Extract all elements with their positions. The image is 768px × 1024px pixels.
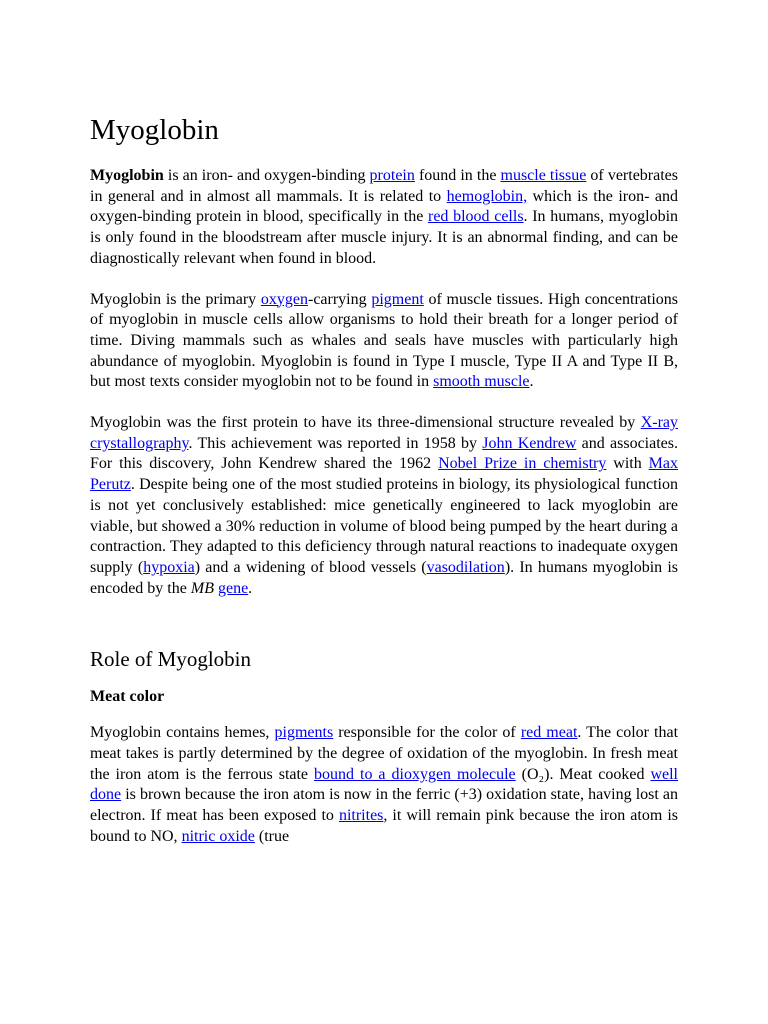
link-gene[interactable]: gene — [217, 579, 249, 597]
text: with — [606, 455, 649, 473]
link-bound-to-dioxygen[interactable]: bound to a dioxygen molecule — [314, 765, 516, 783]
text: ) and a widening of blood vessels ( — [194, 558, 427, 576]
link-muscle-tissue[interactable]: muscle tissue — [500, 167, 587, 184]
link-oxygen[interactable]: oxygen — [260, 290, 308, 308]
link-vasodilation[interactable]: vasodilation — [426, 558, 505, 576]
link-well-done[interactable]: well done — [90, 765, 678, 804]
text: of vertebrates in general and in almost all mammals. It is related to — [90, 167, 679, 205]
text: and associates. For this discovery, John Kendrew shared the 1962 — [90, 434, 678, 473]
link-hypoxia[interactable]: hypoxia — [143, 558, 195, 576]
link-red-blood-cells[interactable]: red blood cells — [428, 208, 524, 226]
text: Myoglobin contains hemes, — [90, 724, 275, 742]
text: . The color that meat takes is partly determined by the degree of oxidation of the myoglobin. In fresh meat the iron atom is the ferrous state — [90, 724, 679, 783]
link-pigments[interactable]: pigments — [274, 724, 334, 742]
text: . — [529, 373, 534, 391]
link-pigment[interactable]: pigment — [371, 290, 424, 308]
link-max-perutz[interactable]: Max Perutz — [90, 455, 678, 494]
link-john-kendrew[interactable]: John Kendrew — [482, 434, 577, 452]
text: of muscle tissues. High concentrations of myoglobin in muscle cells allow organisms to hold their breath for a longer period of time. Diving mammals such as whales and seals have muscles with particularly high abundance of myoglobin. Myoglobin is found in Type I muscle, Type II A and Type II B, but most texts consider myoglobin not to be found in — [90, 290, 679, 391]
link-smooth-muscle[interactable]: smooth muscle — [433, 373, 530, 391]
meat-color-paragraph — [90, 723, 678, 847]
gene-symbol: MB — [190, 579, 214, 597]
text: (true — [254, 827, 290, 845]
bold-term: Myoglobin — [90, 167, 164, 184]
link-nitric-oxide[interactable]: nitric oxide — [181, 827, 255, 845]
link-nobel-prize-chemistry[interactable]: Nobel Prize in chemistry — [438, 455, 607, 473]
intro-paragraph — [90, 166, 678, 270]
text: . This achievement was reported in 1958 by — [188, 434, 483, 452]
text: , it will remain pink because the iron atom is bound to NO, — [90, 807, 678, 845]
text: responsible for the color of — [333, 724, 521, 742]
text: is an iron- and oxygen-binding — [163, 167, 370, 184]
text: found in the — [414, 167, 501, 184]
link-xray-crystallography[interactable]: X-ray crystallography — [90, 414, 678, 452]
link-nitrites[interactable]: nitrites — [338, 807, 384, 825]
text: ). In humans myoglobin is encoded by the — [90, 558, 679, 597]
text: Myoglobin is the primary — [90, 290, 261, 308]
link-protein[interactable]: protein — [369, 167, 415, 184]
structure-paragraph — [90, 413, 678, 599]
subsection-heading: Meat color — [90, 688, 165, 706]
link-hemoglobin[interactable]: hemoglobin, — [446, 187, 528, 205]
page-title: Myoglobin — [90, 114, 219, 146]
oxygen-paragraph — [90, 290, 678, 394]
text: . — [248, 579, 253, 597]
section-heading: Role of Myoglobin — [90, 647, 251, 672]
text: Myoglobin was the first protein to have its three-dimensional structure revealed by — [90, 414, 641, 432]
text: (O₂). Meat cooked — [515, 765, 651, 783]
text: . In humans, myoglobin is only found in the bloodstream after muscle injury. It is an abnormal finding, and can be diagnostically relevant when found in blood. — [90, 208, 679, 267]
text: is brown because the iron atom is now in the ferric (+3) oxidation state, having lost an electron. If meat has been exposed to — [90, 786, 678, 825]
text: which is the iron- and oxygen-binding protein in blood, specifically in the — [90, 187, 678, 226]
document-page — [90, 112, 678, 868]
link-red-meat[interactable]: red meat — [520, 724, 578, 742]
text: -carrying — [307, 290, 372, 308]
text: . Despite being one of the most studied proteins in biology, its physiological function is not yet conclusively established: mice genetically engineered to lack myoglobin are viable, but showed a 30% reduction in volume of blood being pumped by the heart during a contraction. They adapted to this deficiency through natural reactions to inadequate oxygen supply ( — [90, 476, 678, 576]
